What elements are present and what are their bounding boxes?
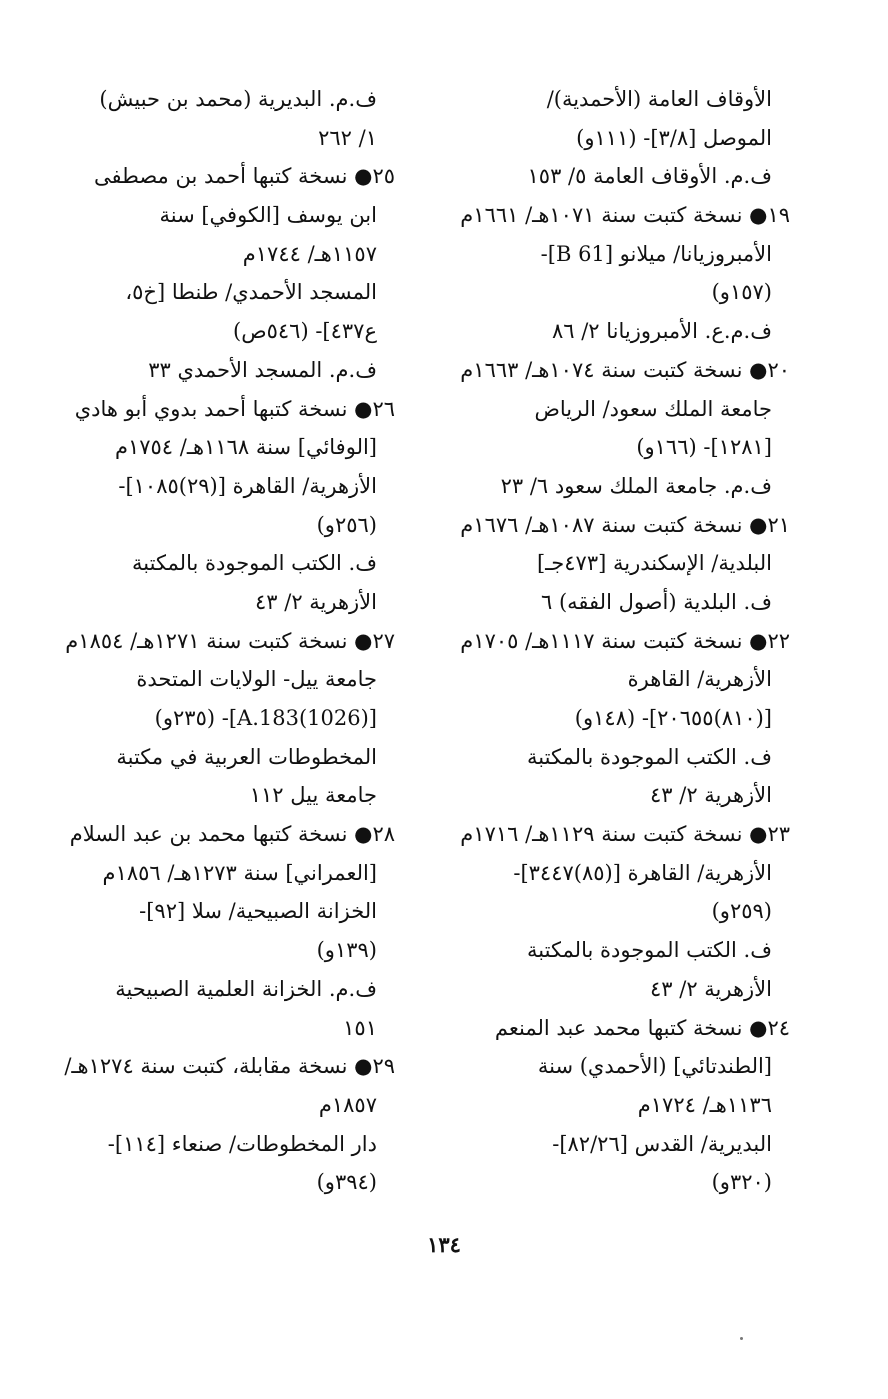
right-column-line: [١٢٨١]- (١٦٦و) <box>636 435 772 460</box>
left-column-line: ٢٨● نسخة كتبها محمد بن عبد السلام <box>69 822 395 847</box>
right-column-line: ٢٣● نسخة كتبت سنة ١١٢٩هـ/ ١٧١٦م <box>460 822 790 847</box>
right-column-line: ٢١● نسخة كتبت سنة ١٠٨٧هـ/ ١٦٧٦م <box>460 512 790 537</box>
left-column-line: ف.م. البديرية (محمد بن حبيش) <box>99 87 377 111</box>
right-column-line: الأوقاف العامة (الأحمدية)/ <box>546 87 772 111</box>
left-column-line: [الوفائي] سنة ١١٦٨هـ/ ١٧٥٤م <box>114 435 377 460</box>
left-column-line: ١/ ٢٦٢ <box>318 125 377 150</box>
right-column-line: ١٩● نسخة كتبت سنة ١٠٧١هـ/ ١٦٦١م <box>460 203 790 228</box>
left-column-line: [A.183(1026)]- (٢٣٥و) <box>154 706 377 730</box>
left-column-line: ف.م. الخزانة العلمية الصبيحية <box>115 976 377 1001</box>
left-column-line: ١١٥٧هـ/ ١٧٤٤م <box>242 241 377 266</box>
left-column-line: ابن يوسف [الكوفي] سنة <box>159 203 377 228</box>
right-column-line: البديرية/ القدس [٨٢/٢٦]- <box>552 1131 772 1156</box>
left-column-line: الأزهرية ٢/ ٤٣ <box>254 589 377 614</box>
left-column-line: المسجد الأحمدي/ طنطا [خ٥، <box>125 280 377 305</box>
left-column-line: جامعة ييل- الولايات المتحدة <box>136 667 377 692</box>
right-column-line: الموصل [٣/٨]- (١١١و) <box>576 125 772 150</box>
left-column-line: جامعة ييل ١١٢ <box>249 783 377 808</box>
left-column-line: ف. الكتب الموجودة بالمكتبة <box>132 551 377 576</box>
right-column-line: (١٥٧و) <box>711 280 772 305</box>
left-column <box>50 80 395 1202</box>
right-column-line: (٣٢٠و) <box>711 1170 772 1195</box>
right-column-line: البلدية/ الإسكندرية [٤٧٣جـ] <box>536 551 772 576</box>
left-column-line: (٢٥٦و) <box>316 512 377 537</box>
right-column-line: ف. البلدية (أصول الفقه) ٦ <box>541 589 772 614</box>
speck <box>740 1337 743 1340</box>
right-column-line: الأزهرية ٢/ ٤٣ <box>649 783 772 808</box>
right-column-line: الأمبروزيانا/ ميلانو [B 61]- <box>540 241 772 266</box>
left-column-line: (٣٩٤و) <box>316 1170 377 1195</box>
right-column <box>440 80 790 1202</box>
left-column-line: ٢٥● نسخة كتبها أحمد بن مصطفى <box>93 164 395 189</box>
right-column-line: [الطندتائي] (الأحمدي) سنة <box>537 1054 772 1079</box>
left-column-line: ١٥١ <box>343 1015 377 1040</box>
right-column-line: الأزهرية/ القاهرة <box>627 667 772 692</box>
left-column-line: (١٣٩و) <box>316 938 377 963</box>
right-column-line: الأزهرية/ القاهرة [(٨٥)٣٤٤٧]- <box>513 860 772 885</box>
left-column-line: [العمراني] سنة ١٢٧٣هـ/ ١٨٥٦م <box>102 860 377 885</box>
right-column-line: ٢٢● نسخة كتبت سنة ١١١٧هـ/ ١٧٠٥م <box>460 628 790 653</box>
right-column-line: الأزهرية ٢/ ٤٣ <box>649 976 772 1001</box>
right-column-line: (٢٥٩و) <box>711 899 772 924</box>
left-column-line: دار المخطوطات/ صنعاء [١١٤]- <box>107 1131 377 1156</box>
right-column-line: ف.م.ع. الأمبروزيانا ٢/ ٨٦ <box>551 319 772 344</box>
right-column-line: [(٨١٠)٢٠٦٥٥]- (١٤٨و) <box>574 706 772 730</box>
right-column-line: ف. الكتب الموجودة بالمكتبة <box>527 938 772 963</box>
left-column-line: المخطوطات العربية في مكتبة <box>116 744 377 769</box>
right-column-line: ف.م. الأوقاف العامة ٥/ ١٥٣ <box>527 164 772 189</box>
left-column-line: ١٨٥٧م <box>318 1092 377 1117</box>
right-column-line: ١١٣٦هـ/ ١٧٢٤م <box>637 1092 772 1117</box>
left-column-line: ٢٩● نسخة مقابلة، كتبت سنة ١٢٧٤هـ/ <box>64 1054 395 1079</box>
left-column-line: الخزانة الصبيحية/ سلا [٩٢]- <box>139 899 377 924</box>
right-column-line: ف. الكتب الموجودة بالمكتبة <box>527 744 772 769</box>
right-column-line: ٢٠● نسخة كتبت سنة ١٠٧٤هـ/ ١٦٦٣م <box>460 357 790 382</box>
left-column-line: ف.م. المسجد الأحمدي ٣٣ <box>148 357 377 382</box>
left-column-line: ع٤٣٧]- (٥٤٦ص) <box>233 319 377 344</box>
left-column-line: الأزهرية/ القاهرة [(٢٩)١٠٨٥]- <box>118 473 377 498</box>
page-number: ١٣٤ <box>427 1232 461 1257</box>
left-column-line: ٢٦● نسخة كتبها أحمد بدوي أبو هادي <box>74 396 395 421</box>
left-column-line: ٢٧● نسخة كتبت سنة ١٢٧١هـ/ ١٨٥٤م <box>65 628 395 653</box>
right-column-line: جامعة الملك سعود/ الرياض <box>534 396 772 421</box>
right-column-line: ف.م. جامعة الملك سعود ٦/ ٢٣ <box>500 473 772 498</box>
right-column-line: ٢٤● نسخة كتبها محمد عبد المنعم <box>494 1015 790 1040</box>
